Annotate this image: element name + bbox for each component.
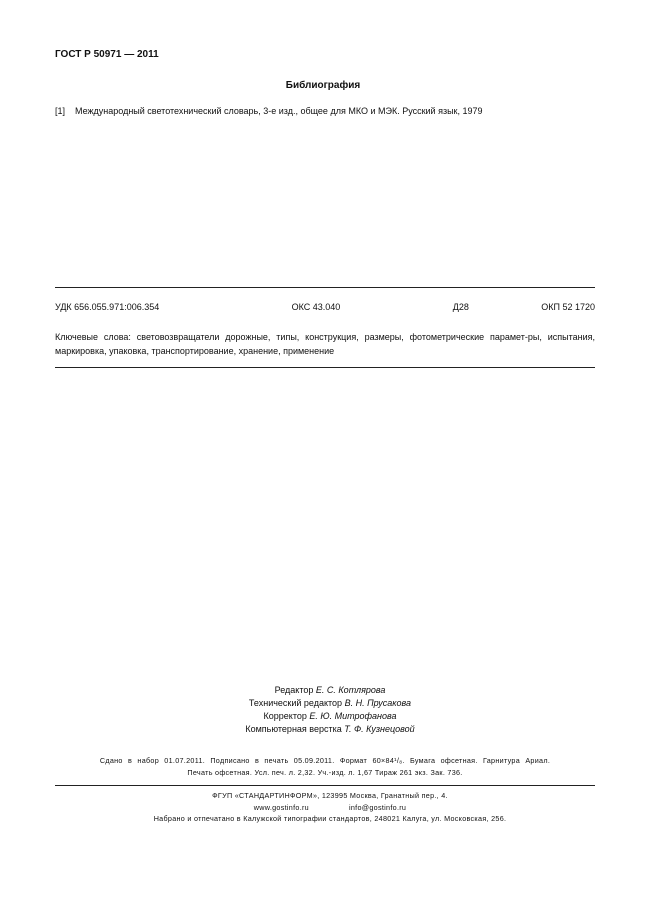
group-code: Д28: [452, 302, 469, 312]
entry-number: [1]: [55, 106, 66, 116]
credit-line: [0, 710, 646, 723]
credit-role: Корректор: [263, 711, 307, 721]
okp-code: ОКП 52 1720: [541, 302, 595, 312]
entry-text: Международный светотехнический словарь, 3-е изд., общее для МКО и МЭК. Русский язык, 1979: [75, 106, 483, 116]
email-link[interactable]: info@gostinfo.ru: [348, 802, 407, 812]
divider: [55, 785, 595, 786]
imprint-line: Печать офсетная. Усл. печ. л. 2,32. Уч.-изд. л. 1,67 Тираж 261 экз. Зак. 736.: [187, 768, 463, 777]
credit-line: [0, 697, 646, 710]
divider: [55, 367, 595, 368]
publisher-address: ФГУП «СТАНДАРТИНФОРМ», 123995 Москва, Гранатный пер., 4.: [212, 791, 448, 800]
classification-row: [55, 302, 595, 312]
credit-line: [0, 684, 646, 697]
publisher-contacts: [0, 802, 646, 814]
credit-name: Е. Ю. Митрофанова: [309, 711, 397, 721]
udk-code: УДК 656.055.971:006.354: [55, 302, 160, 312]
credit-role: Компьютерная верстка: [245, 724, 342, 734]
section-title: Библиография: [285, 80, 361, 91]
credit-name: В. Н. Прусакова: [344, 698, 412, 708]
website-link[interactable]: www.gostinfo.ru: [253, 802, 309, 812]
credit-role: Технический редактор: [248, 698, 343, 708]
credit-name: Т. Ф. Кузнецовой: [344, 724, 415, 734]
credit-role: Редактор: [274, 685, 314, 695]
divider: [55, 287, 595, 288]
credit-name: Е. С. Котлярова: [315, 685, 386, 695]
credits: [0, 684, 646, 736]
keywords: Ключевые слова: световозвращатели дорожные, типы, конструкция, размеры, фотометрические парамет-ры, испытания, маркировка, упаковка, транспортирование, хранение, применение: [55, 332, 595, 356]
printing-info: Набрано и отпечатано в Калужской типографии стандартов, 248021 Калуга, ул. Московская, 256.: [153, 814, 507, 823]
credit-line: [0, 723, 646, 736]
imprint: [55, 755, 595, 779]
publisher-info: [0, 790, 646, 825]
bibliography-entry: [55, 106, 483, 116]
document-id-header: ГОСТ Р 50971 — 2011: [55, 49, 159, 60]
oks-code: ОКС 43.040: [291, 302, 341, 312]
imprint-line: Сдано в набор 01.07.2011. Подписано в печать 05.09.2011. Формат 60×84¹/₈. Бумага офсетная. Гарнитура Ариал.: [99, 756, 551, 765]
